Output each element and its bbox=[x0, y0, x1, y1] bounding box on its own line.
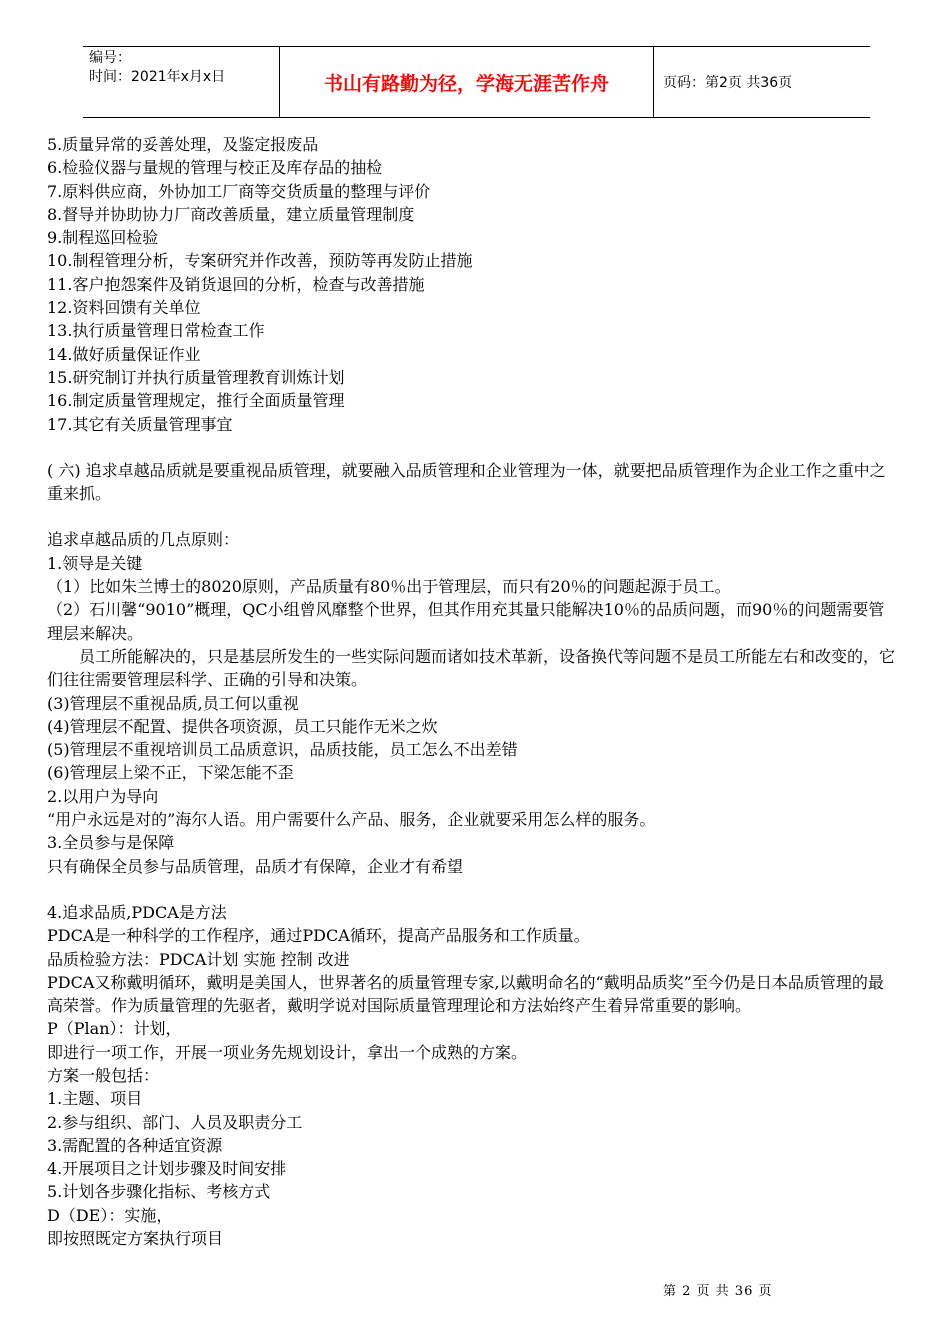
text-line: 10.制程管理分析，专案研究并作改善，预防等再发防止措施 bbox=[47, 251, 473, 271]
text-line: 8.督导并协助协力厂商改善质量，建立质量管理制度 bbox=[47, 204, 415, 224]
text-line: PDCA是一种科学的工作程序，通过PDCA循环，提高产品服务和工作质量。 bbox=[47, 926, 590, 946]
indented-paragraph: 员工所能解决的，只是基层所发生的一些实际问题而诸如技术革新，设备换代等问题不是员工所能左右和改变的，它们往往需要管理层科学、正确的引导和决策。 bbox=[47, 646, 896, 690]
document-number-label: 编号： bbox=[89, 50, 131, 66]
text-line: 只有确保全员参与品质管理，品质才有保障，企业才有希望 bbox=[47, 856, 464, 876]
text-line: “用户永远是对的”海尔人语。用户需要什么产品、服务，企业就要采用怎么样的服务。 bbox=[47, 810, 656, 830]
text-line: （1）比如朱兰博士的8020原则，产品质量有80％出于管理层，而只有20％的问题起源于员工。 bbox=[47, 577, 731, 597]
text-line: PDCA又称戴明循环，戴明是美国人，世界著名的质量管理专家,以戴明命名的“戴明品质奖”至今仍是日本品质管理的最高荣誉。作为质量管理的先驱者，戴明学说对国际质量管理理论和方法始终产生着异常重要的影响。 bbox=[47, 972, 884, 1016]
document-date-label: 时间：2021年x月x日 bbox=[89, 69, 226, 85]
text-line: 1.主题、项目 bbox=[47, 1089, 143, 1109]
text-line: 2.以用户为导向 bbox=[47, 786, 159, 806]
text-line: 3.需配置的各种适宜资源 bbox=[47, 1135, 223, 1155]
text-line: 1.领导是关键 bbox=[47, 553, 143, 573]
page-footer: 第 2 页 共 36 页 bbox=[663, 1284, 773, 1299]
text-line: 5.计划各步骤化指标、考核方式 bbox=[47, 1182, 271, 1202]
blank-line bbox=[47, 878, 899, 901]
text-line: 9.制程巡回检验 bbox=[47, 228, 159, 248]
text-line: 4.追求品质,PDCA是方法 bbox=[47, 902, 227, 922]
paragraph-section-six: ( 六) 追求卓越品质就是要重视品质管理，就要融入品质管理和企业管理为一体，就要把品质管理作为企业工作之重中之重来抓。 bbox=[47, 460, 886, 504]
text-line: 方案一般包括： bbox=[47, 1065, 160, 1085]
text-line: 11.客户抱怨案件及销货退回的分析，检查与改善措施 bbox=[47, 274, 425, 294]
blank-line bbox=[47, 436, 899, 459]
text-line: （2）石川馨“9010”概理，QC小组曾风靡整个世界，但其作用充其量只能解决10％的品质问题，而90％的问题需要管理层来解决。 bbox=[47, 600, 885, 643]
text-line: 品质检验方法：PDCA计划 实施 控制 改进 bbox=[47, 949, 350, 969]
document-body bbox=[47, 133, 899, 1250]
text-line: 4.开展项目之计划步骤及时间安排 bbox=[47, 1159, 287, 1179]
text-line: (5)管理层不重视培训员工品质意识，品质技能，员工怎么不出差错 bbox=[47, 740, 518, 760]
header-motto: 书山有路勤为径，学海无涯苦作舟 bbox=[280, 47, 654, 117]
page-header bbox=[83, 46, 870, 118]
text-line: 15.研究制订并执行质量管理教育训炼计划 bbox=[47, 367, 345, 387]
blank-line bbox=[47, 505, 899, 528]
header-meta bbox=[83, 47, 280, 117]
text-line: D（DE）：实施， bbox=[47, 1205, 173, 1225]
text-line: (6)管理层上梁不正，下梁怎能不歪 bbox=[47, 763, 294, 783]
text-line: 3.全员参与是保障 bbox=[47, 833, 175, 853]
text-line: 追求卓越品质的几点原则： bbox=[47, 530, 240, 550]
text-line: 5.质量异常的妥善处理，及鉴定报废品 bbox=[47, 135, 319, 154]
text-line: 2.参与组织、部门、人员及职责分工 bbox=[47, 1112, 303, 1132]
text-line: 16.制定质量管理规定，推行全面质量管理 bbox=[47, 391, 345, 411]
text-line: 即按照既定方案执行项目 bbox=[47, 1229, 224, 1249]
text-line: 12.资料回馈有关单位 bbox=[47, 298, 201, 318]
text-line: 7.原料供应商，外协加工厂商等交货质量的整理与评价 bbox=[47, 181, 431, 201]
text-line: 13.执行质量管理日常检查工作 bbox=[47, 321, 265, 341]
text-line: 6.检验仪器与量规的管理与校正及库存品的抽检 bbox=[47, 158, 383, 178]
header-page-info: 页码：第2页 共36页 bbox=[663, 75, 793, 91]
text-line: (4)管理层不配置、提供各项资源，员工只能作无米之炊 bbox=[47, 716, 438, 736]
text-line: 即进行一项工作，开展一项业务先规划设计，拿出一个成熟的方案。 bbox=[47, 1042, 528, 1062]
text-line: (3)管理层不重视品质,员工何以重视 bbox=[47, 693, 299, 713]
text-line: 14.做好质量保证作业 bbox=[47, 344, 201, 364]
text-line: P（Plan）：计划， bbox=[47, 1019, 182, 1039]
text-line: 17.其它有关质量管理事宜 bbox=[47, 414, 233, 434]
